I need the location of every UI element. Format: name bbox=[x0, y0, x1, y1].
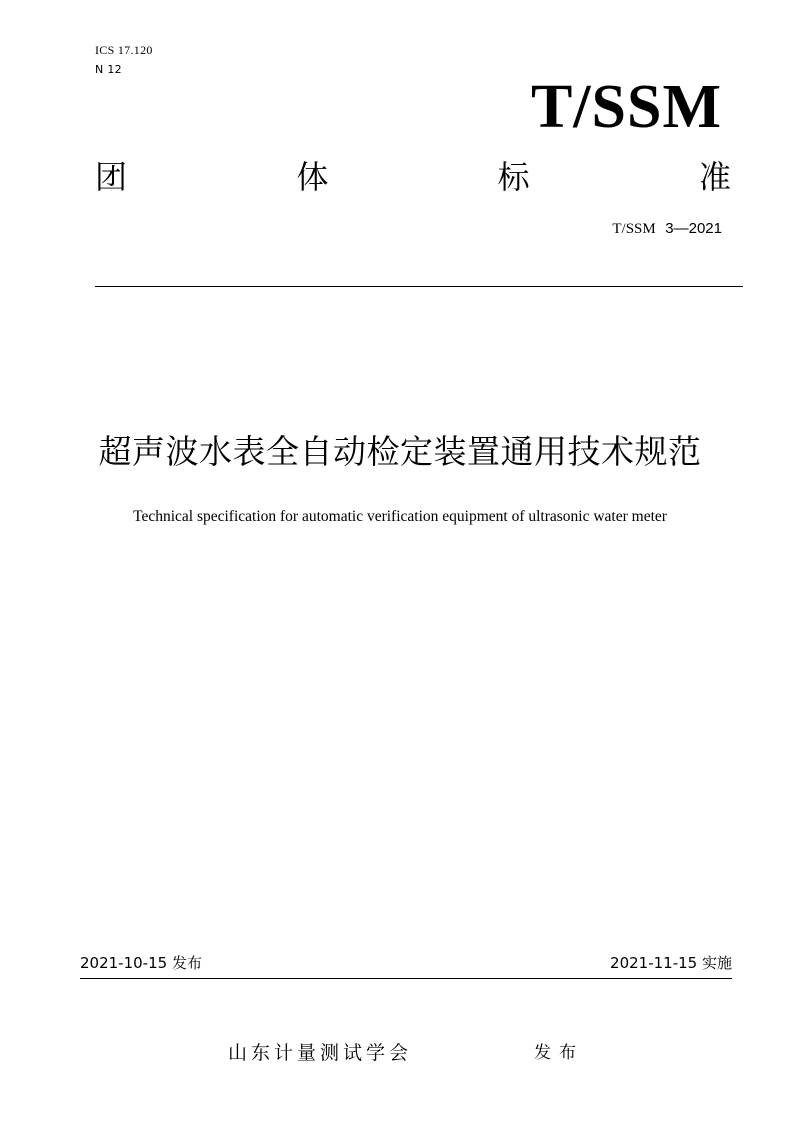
standard-type-char: 标 bbox=[497, 158, 530, 196]
standard-type-heading bbox=[95, 155, 731, 199]
issue-date: 2021-10-15 发布 bbox=[80, 954, 202, 972]
standard-type-char: 团 bbox=[95, 158, 128, 196]
standard-number bbox=[612, 216, 722, 241]
standard-mark: T/SSM bbox=[530, 73, 722, 141]
classification-codes bbox=[95, 40, 153, 80]
bottom-divider bbox=[80, 978, 732, 979]
top-divider bbox=[95, 286, 743, 287]
ccs-code: N 12 bbox=[95, 63, 122, 76]
document-title-english: Technical specification for automatic verification equipment of ultrasonic water meter bbox=[133, 508, 667, 525]
issuing-organization: 山东计量测试学会 bbox=[228, 1042, 413, 1064]
document-title-chinese: 超声波水表全自动检定装置通用技术规范 bbox=[98, 432, 702, 471]
standard-number-prefix: T/SSM bbox=[612, 221, 656, 237]
standard-type-char: 准 bbox=[698, 158, 731, 196]
issue-action: 发布 bbox=[534, 1043, 584, 1063]
standard-number-value: 3—2021 bbox=[665, 220, 722, 237]
ics-code: ICS 17.120 bbox=[95, 43, 153, 57]
implementation-date: 2021-11-15 实施 bbox=[610, 954, 732, 972]
standard-type-char: 体 bbox=[296, 158, 329, 196]
